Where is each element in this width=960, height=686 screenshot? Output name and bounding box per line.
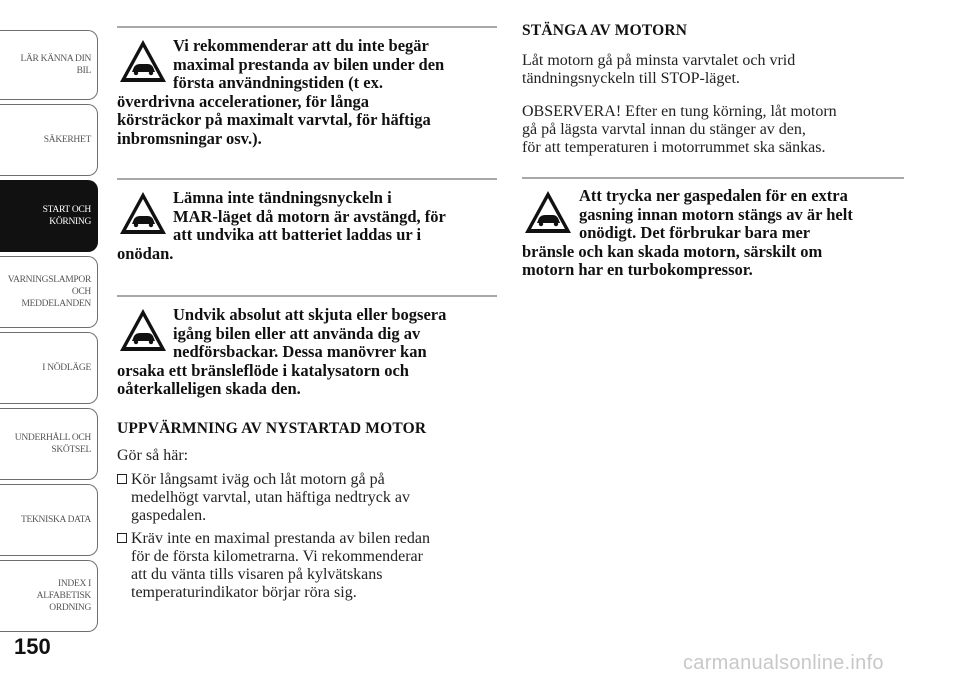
side-tab-bil[interactable]: [0, 30, 98, 100]
stop-note: OBSERVERA! Efter en tung körning, låt motorn gå på lägsta varvtal innan du stänger av den, för att temperaturen i motorrummet ska sänkas.: [522, 103, 837, 156]
warning-text: Vi rekommenderar att du inte begär maximal prestanda av bilen under den första användningstiden (t ex. överdrivna accelerationer, för långa körsträckor på maximalt varvtal, för häftiga inbromsningar osv.).: [117, 36, 445, 148]
section-heading-warmup: UPPVÄRMNING AV NYSTARTAD MOTOR: [117, 420, 427, 437]
watermark-text: carmanualsonline.info: [683, 652, 884, 674]
side-tab-label: UNDERHÅLL OCH SKÖTSEL: [14, 433, 91, 455]
list-item: Kör långsamt iväg och låt motorn gå på medelhögt varvtal, utan häftiga nedtryck av gaspedalen.: [117, 471, 502, 525]
stop-paragraph: Låt motorn gå på minsta varvtalet och vrid tändningsnyckeln till STOP-läget.: [522, 52, 796, 87]
divider-rule: [117, 295, 497, 297]
warning-text: Att trycka ner gaspedalen för en extra gasning innan motorn stängs av är helt onödigt. Det förbrukar bara mer bränsle och kan skada motorn, särskilt om motorn har en turbokompressor.: [522, 186, 853, 279]
side-tab-label: TEKNISKA DATA: [20, 515, 91, 525]
section-heading-stop: STÄNGA AV MOTORN: [522, 22, 688, 39]
side-tab-sakerhet[interactable]: [0, 104, 98, 176]
side-tab-tekniska-data[interactable]: [0, 484, 98, 556]
divider-rule: [117, 178, 497, 180]
checkbox-bullet-icon: [117, 474, 127, 484]
side-tab-varningslampor[interactable]: [0, 256, 98, 328]
side-tab-i-nodlage[interactable]: [0, 332, 98, 404]
warning-text: Undvik absolut att skjuta eller bogsera igång bilen eller att använda dig av nedförsbackar. Dessa manövrer kan orsaka ett bränsleflöde i katalysatorn och oåterkalleligen skada den.: [117, 305, 447, 398]
divider-rule: [117, 26, 497, 28]
side-tab-label: START OCH KÖRNING: [42, 205, 91, 227]
warmup-intro: Gör så här:: [117, 447, 189, 464]
side-tab-label: SÄKERHET: [43, 135, 91, 145]
side-tab-underhall[interactable]: [0, 408, 98, 480]
page-number: 150: [14, 634, 51, 659]
divider-rule: [522, 177, 904, 179]
warning-text: Lämna inte tändningsnyckeln i MAR-läget då motorn är avstängd, för att undvika att batteriet laddas ur i onödan.: [117, 188, 446, 263]
side-tab-label: LÄR KÄNNA DIN BIL: [20, 54, 91, 76]
side-tab-start-och-korning[interactable]: [0, 180, 98, 252]
side-tab-label: VARNINGSLAMPOR OCH MEDDELANDEN: [7, 275, 91, 309]
side-tab-label: I NÖDLÄGE: [42, 363, 91, 373]
side-tab-label: INDEX I ALFABETISK ORDNING: [36, 579, 91, 613]
side-tab-index[interactable]: [0, 560, 98, 632]
list-item: Kräv inte en maximal prestanda av bilen redan för de första kilometrarna. Vi rekommenderar att du vänta tills visaren på kylvätskans temperaturindikator börjar röra sig.: [117, 530, 502, 602]
checkbox-bullet-icon: [117, 533, 127, 543]
